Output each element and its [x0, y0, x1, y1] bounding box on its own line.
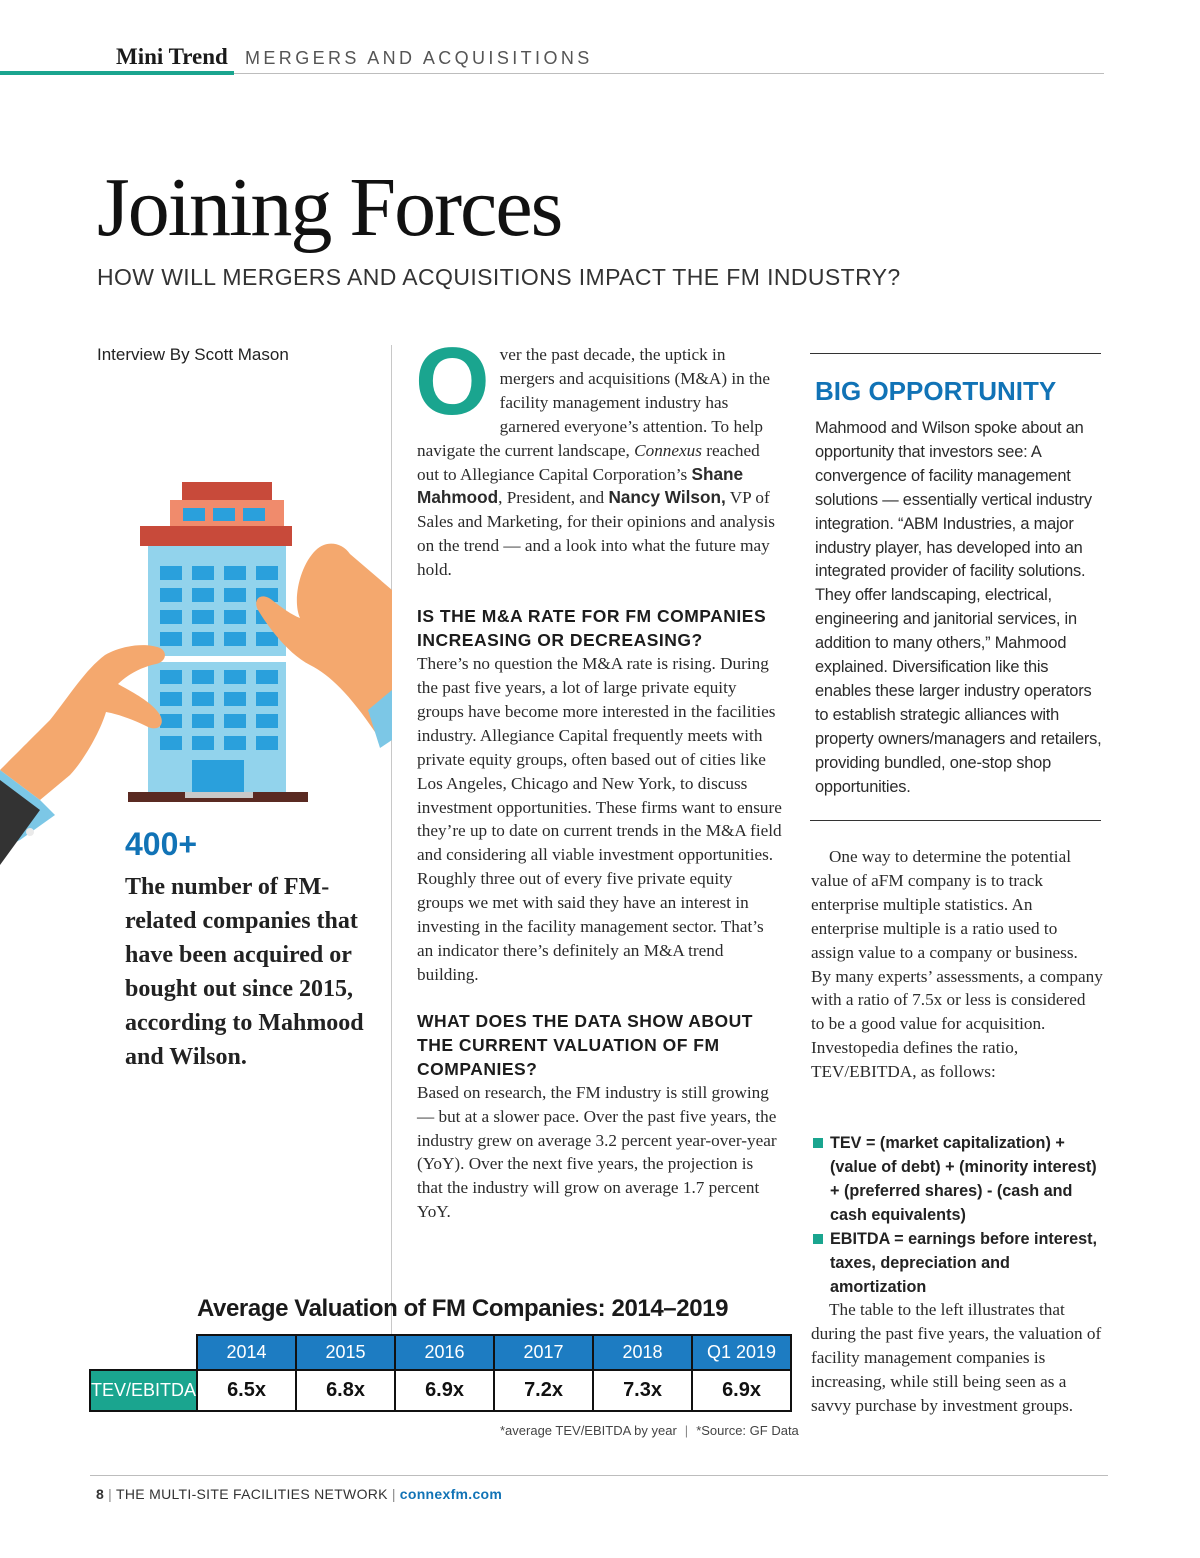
drop-cap: O	[415, 328, 490, 435]
roof-ledge	[140, 526, 292, 546]
header-accent-bar	[0, 71, 234, 75]
table-cell: 6.9x	[692, 1370, 791, 1411]
publication-name: Connexus	[634, 440, 702, 460]
byline: Interview By Scott Mason	[97, 345, 289, 364]
stat-number: 400+	[125, 826, 198, 862]
website-link[interactable]: connexfm.com	[399, 1486, 503, 1502]
page-footer: 8 | THE MULTI-SITE FACILITIES NETWORK | connexfm.com	[96, 1486, 503, 1502]
year-header: 2016	[395, 1335, 494, 1370]
right-column-paragraph: One way to determine the potential value of aFM company is to track enterprise multiple statistics. An enterprise multiple is a ratio used to assign value to a company or business. By many experts’ assessments, a company with a ratio of 7.5x or less is considered to be a good value for acquisition. Investopedia defines the ratio, TEV/EBITDA, as follows:	[811, 847, 1103, 1082]
table-row	[90, 1370, 791, 1411]
left-hand	[0, 645, 165, 800]
table-title: Average Valuation of FM Companies: 2014–2019	[197, 1295, 729, 1322]
building-door	[192, 760, 244, 796]
stat-description: The number of FM-related companies that have been acquired or bought out since 2015, according to Mahmood and Wilson.	[125, 874, 364, 1070]
definition-list	[813, 1131, 1103, 1299]
bullet-square-icon	[813, 1138, 823, 1148]
question-heading: IS THE M&A RATE FOR FM COMPANIES INCREASING OR DECREASING?	[417, 606, 767, 651]
building-hands-illustration	[0, 470, 392, 870]
table-cell: 6.8x	[296, 1370, 395, 1411]
sidebar-heading: BIG OPPORTUNITY	[815, 376, 1057, 406]
sidebar-rule-top	[810, 353, 1101, 354]
section-label: Mini Trend	[116, 44, 228, 69]
sidebar-text: Mahmood and Wilson spoke about an opportunity that investors see: A convergence of facility management solutions — essentially vertical industry integration. “ABM Industries, a major industry player, has developed into an integrated provider of facility solutions. They offer landscaping, electrical, engineering and janitorial services, in addition to many others,” Mahmood explained. Diversification like this enables these larger industry operators to establish strategic alliances with property owners/managers and retailers, providing bundled, one-stop shop opportunities.	[815, 419, 1102, 796]
answer-paragraph: Based on research, the FM industry is still growing — but at a slower pace. Over the past five years, the industry grew on average 3.2 percent year-over-year (YoY). Over the next five years, the projection is that the industry will grow on average 1.7 percent YoY.	[417, 1082, 777, 1222]
table-cell: 7.2x	[494, 1370, 593, 1411]
table-header-row	[90, 1335, 791, 1370]
year-header: 2014	[197, 1335, 296, 1370]
right-column-paragraph: The table to the left illustrates that during the past five years, the valuation of facility management companies is increasing, while still being seen as a savvy purchase by investment groups.	[811, 1300, 1102, 1415]
person-name: Shane Mahmood	[417, 463, 744, 508]
year-header: Q1 2019	[692, 1335, 791, 1370]
person-name: Nancy Wilson,	[608, 487, 726, 508]
valuation-table	[89, 1334, 792, 1412]
bullet-square-icon	[813, 1234, 823, 1244]
footer-rule	[90, 1475, 1108, 1476]
question-heading: WHAT DOES THE DATA SHOW ABOUT THE CURRENT VALUATION OF FM COMPANIES?	[417, 1010, 753, 1079]
page-number: 8	[96, 1486, 105, 1502]
intro-paragraph: Over the past decade, the uptick in mergers and acquisitions (M&A) in the facility management industry has garnered everyone’s attention. To help navigate the current landscape, Connexus reached out to Allegiance Capital Corporation’s Shane Mahmood, President, and Nancy Wilson, VP of Sales and Marketing, for their opinions and analysis on the trend — and a look into what the future may hold.	[415, 328, 776, 580]
main-article-column	[415, 328, 782, 1224]
table-cell: 7.3x	[593, 1370, 692, 1411]
table-cell: 6.9x	[395, 1370, 494, 1411]
roof-top-block	[182, 482, 272, 502]
year-header: 2017	[494, 1335, 593, 1370]
article-subtitle: HOW WILL MERGERS AND ACQUISITIONS IMPACT THE FM INDUSTRY?	[97, 264, 901, 290]
definition-item: TEV = (market capitalization) + (value of debt) + (minority interest) + (preferred shares) - (cash and cash equivalents)	[813, 1131, 1103, 1227]
year-header: 2018	[593, 1335, 692, 1370]
definition-item: EBITDA = earnings before interest, taxes, depreciation and amortization	[813, 1227, 1103, 1299]
table-cell: 6.5x	[197, 1370, 296, 1411]
publication-name: THE MULTI-SITE FACILITIES NETWORK	[116, 1486, 388, 1502]
table-footnote: *average TEV/EBITDA by year | *Source: GF Data	[500, 1423, 799, 1438]
row-label: TEV/EBITDA	[90, 1370, 197, 1411]
sleeve-button	[26, 828, 34, 836]
sidebar-rule-bottom	[810, 820, 1101, 821]
header-rule	[234, 73, 1104, 74]
topic-label: MERGERS AND ACQUISITIONS	[245, 48, 593, 68]
floor-gap	[148, 656, 286, 662]
answer-paragraph: There’s no question the M&A rate is rising. During the past five years, a lot of large private equity groups have become more interested in the facilities industry. Allegiance Capital frequently meets with private equity groups, often based out of cities like Los Angeles, Chicago and New York, to discuss investment opportunities. These firms want to ensure they’re up to date on current trends in the M&A field and considering all viable investment opportunities. Roughly three out of every five private equity groups we met with said they have an interest in investing in the facility management sector. That’s an indicator there’s definitely an M&A trend building.	[417, 654, 782, 984]
year-header: 2015	[296, 1335, 395, 1370]
article-title: Joining Forces	[97, 161, 562, 254]
